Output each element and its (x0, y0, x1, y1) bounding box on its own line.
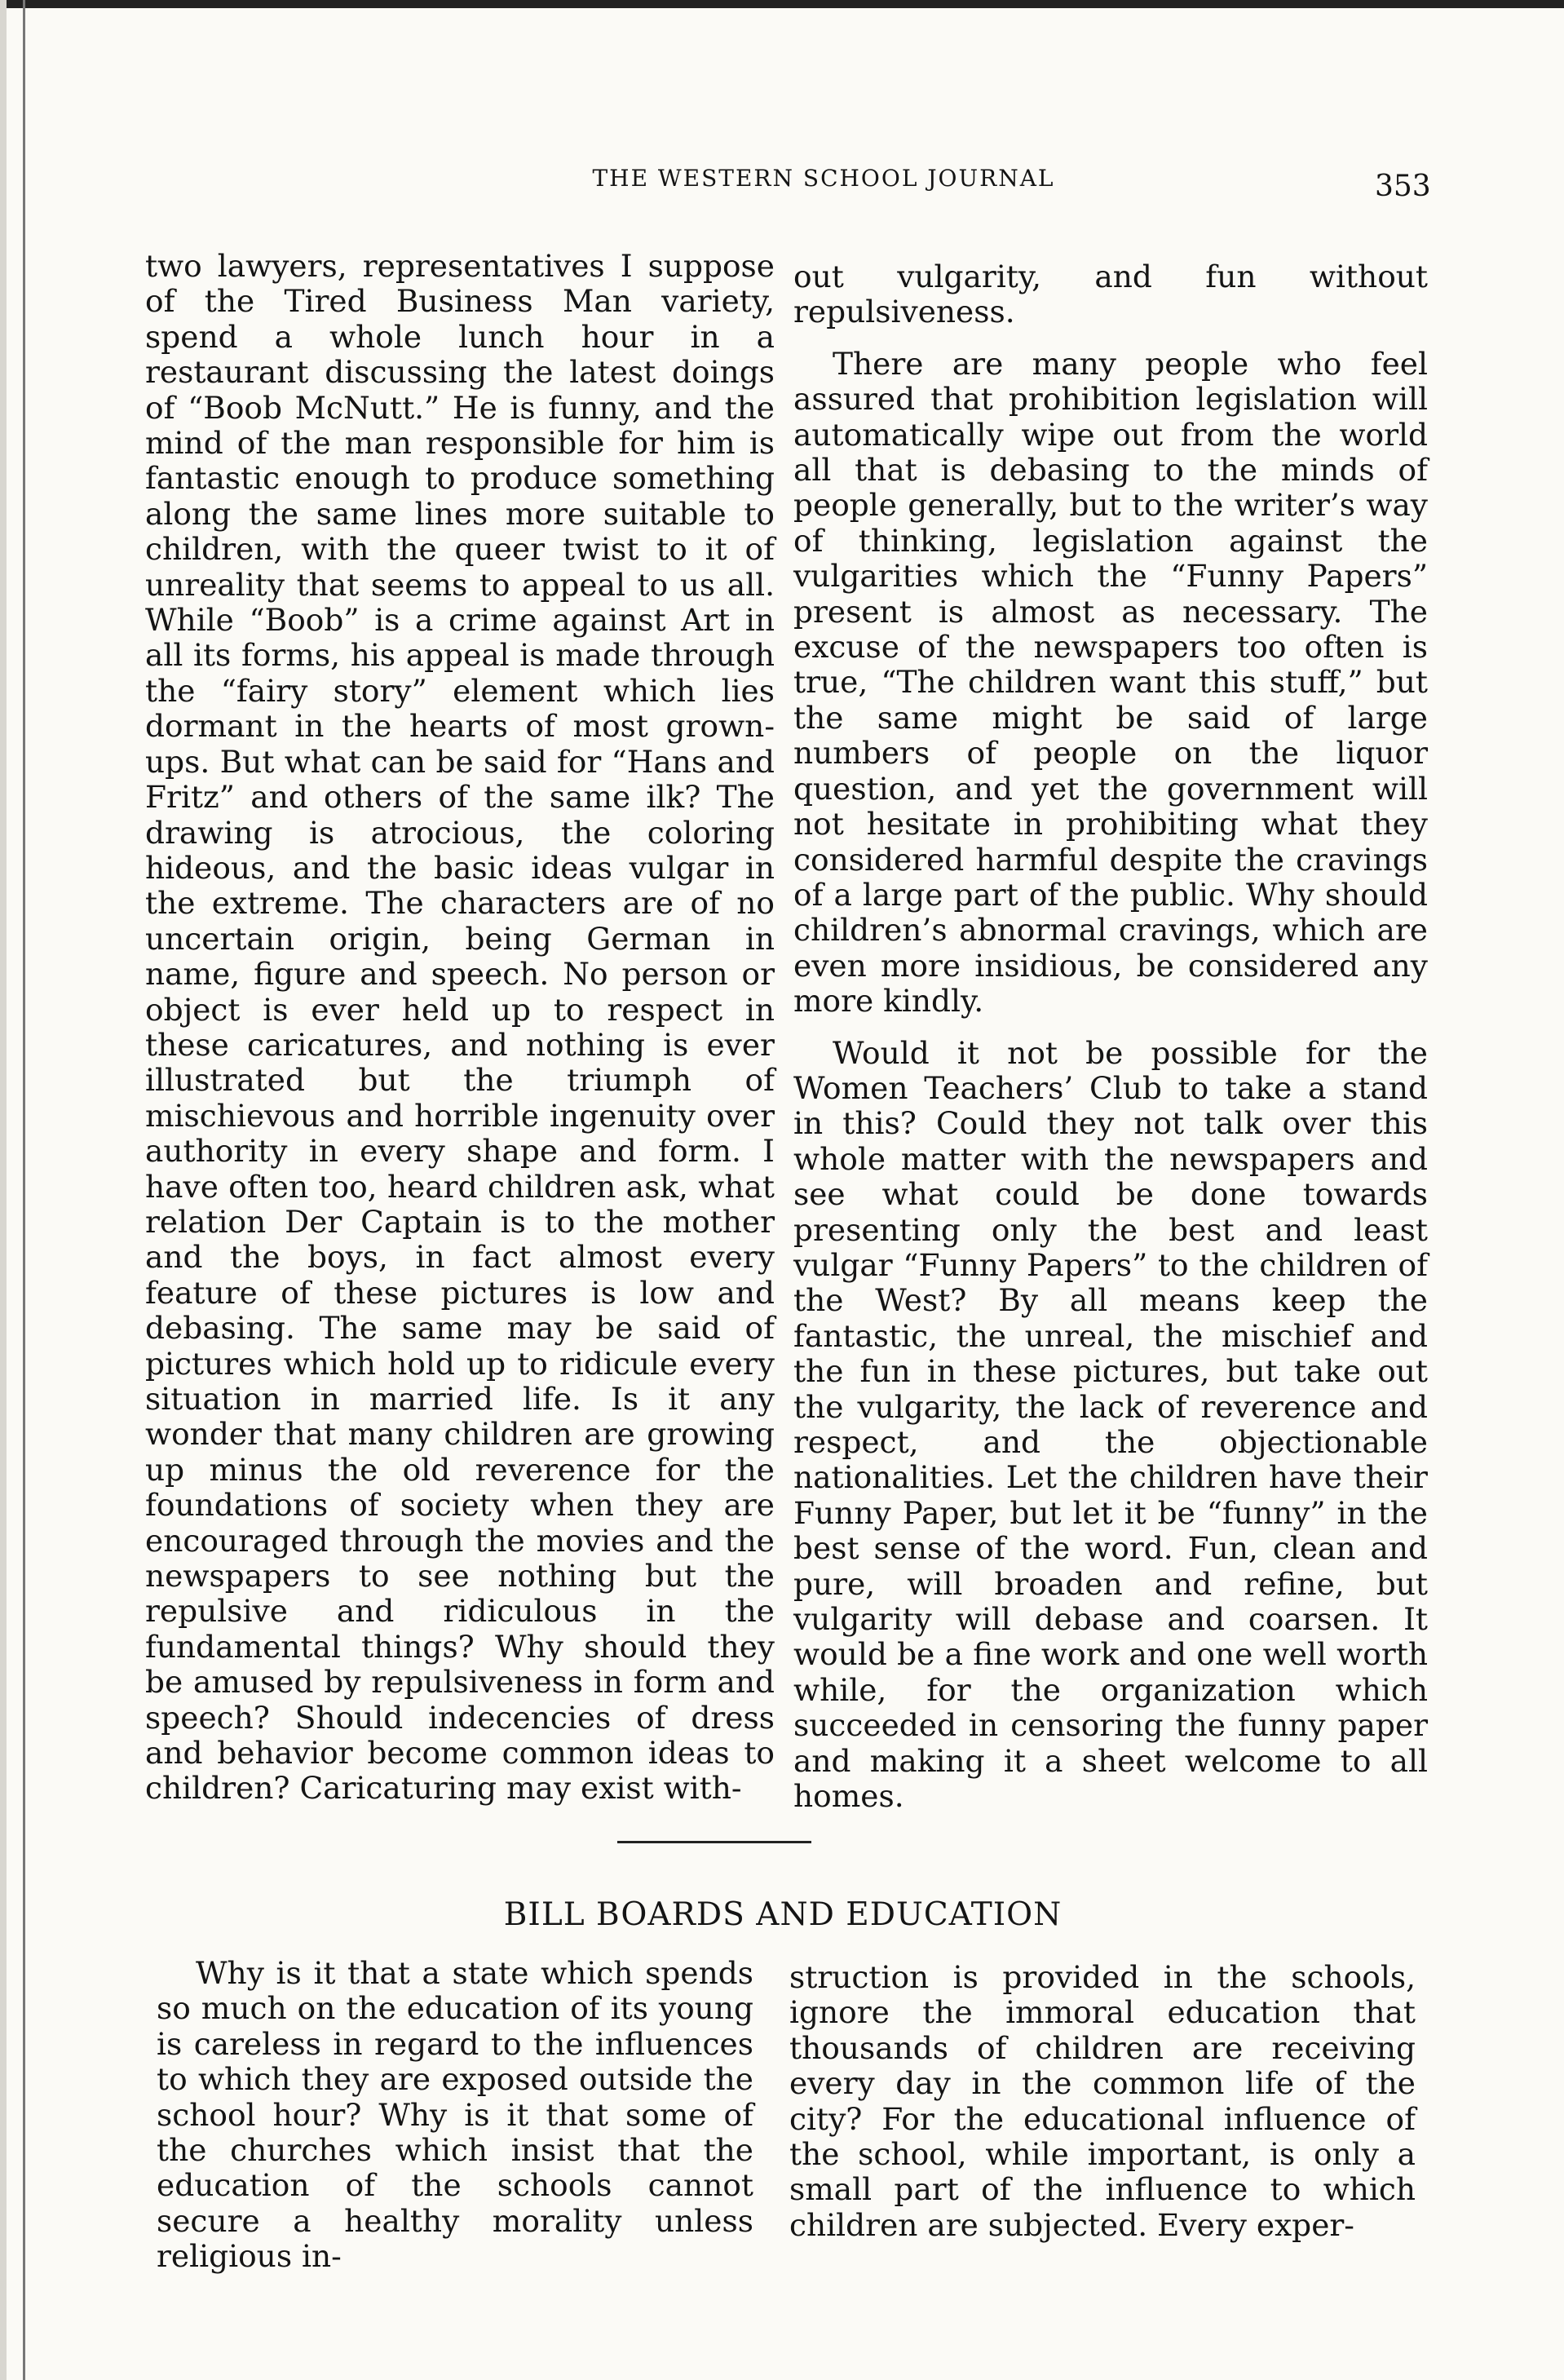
paragraph: Why is it that a state which spends so much on the education of its young is careless in regard to the influences to which they are exposed outside the school hour? Why is it that some of the churches which insist that the education of the schools cannot secure a healthy morality unless religious in- (157, 1955, 753, 2275)
paragraph: Would it not be possible for the Women Teachers’ Club to take a stand in this? Could they not talk over this whole matter with the newspapers and see what could be done towards presenting only the best and least vulgar “Funny Papers” to the children of the West? By all means keep the fantastic, the unreal, the mischief and the fun in these pictures, but take out the vulgarity, the lack of reverence and respect, and the objectionable nationalities. Let the children have their Funny Paper, but let it be “funny” in the best sense of the word. Fun, clean and pure, will broaden and refine, but vulgarity will debase and coarsen. It would be a fine work and one well worth while, for the organization which succeeded in censoring the funny paper and making it a sheet welcome to all homes. (793, 1034, 1428, 1815)
running-header: THE WESTERN SCHOOL JOURNAL (592, 165, 1055, 192)
article1-column-right (793, 259, 1428, 1814)
article1-column-left (145, 249, 775, 1807)
paragraph: struction is provided in the schools, ignore the immoral education that thousands of children are receiving every day in the common life of the city? For the educational influence of the school, while important, is only a small part of the influence to which children are subjected. Every exper- (789, 1959, 1416, 2243)
paragraph: out vulgarity, and fun without repulsiveness. (793, 259, 1428, 330)
page-number: 353 (1375, 170, 1431, 203)
section-divider (617, 1841, 811, 1843)
paragraph: There are many people who feel assured that prohibition legislation will automatically wipe out from the world all that is debasing to the minds of people generally, but to the writer’s way of thinking, legislation against the vulgarities which the “Funny Papers” present is almost as necessary. The excuse of the newspapers too often is true, “The children want this stuff,” but the same might be said of large numbers of people on the liquor question, and yet the government will not hesitate in prohibiting what they considered harmful despite the cravings of a large part of the public. Why should children’s abnormal cravings, which are even more insidious, be considered any more kindly. (793, 345, 1428, 1020)
article2-column-left (157, 1956, 753, 2275)
scan-edge-top (0, 0, 1564, 8)
scan-binding-line (23, 0, 25, 2380)
article2-heading: BILL BOARDS AND EDUCATION (503, 1896, 1063, 1933)
article2-column-right (789, 1960, 1416, 2243)
scan-edge-left (0, 0, 7, 2380)
paragraph: two lawyers, representatives I suppose of the Tired Business Man variety, spend a whole lunch hour in a restaurant discussing the latest doings of “Boob McNutt.” He is funny, and the mind of the man responsible for him is fantastic enough to produce something along the same lines more suitable to children, with the queer twist to it of unreality that seems to appeal to us all. While “Boob” is a crime against Art in all its forms, his appeal is made through the “fairy story” element which lies dormant in the hearts of most grown-ups. But what can be said for “Hans and Fritz” and others of the same ilk? The drawing is atrocious, the coloring hideous, and the basic ideas vulgar in the extreme. The characters are of no uncertain origin, being German in name, figure and speech. No person or object is ever held up to respect in these caricatures, and nothing is ever illustrated but the triumph of mischievous and horrible ingenuity over authority in every shape and form. I have often too, heard children ask, what relation Der Captain is to the mother and the boys, in fact almost every feature of these pictures is low and debasing. The same may be said of pictures which hold up to ridicule every situation in married life. Is it any wonder that many children are growing up minus the old reverence for the foundations of society when they are encouraged through the movies and the newspapers to see nothing but the repulsive and ridiculous in the fundamental things? Why should they be amused by repulsiveness in form and speech? Should indecencies of dress and behavior become common ideas to children? Caricaturing may exist with- (145, 248, 775, 1807)
